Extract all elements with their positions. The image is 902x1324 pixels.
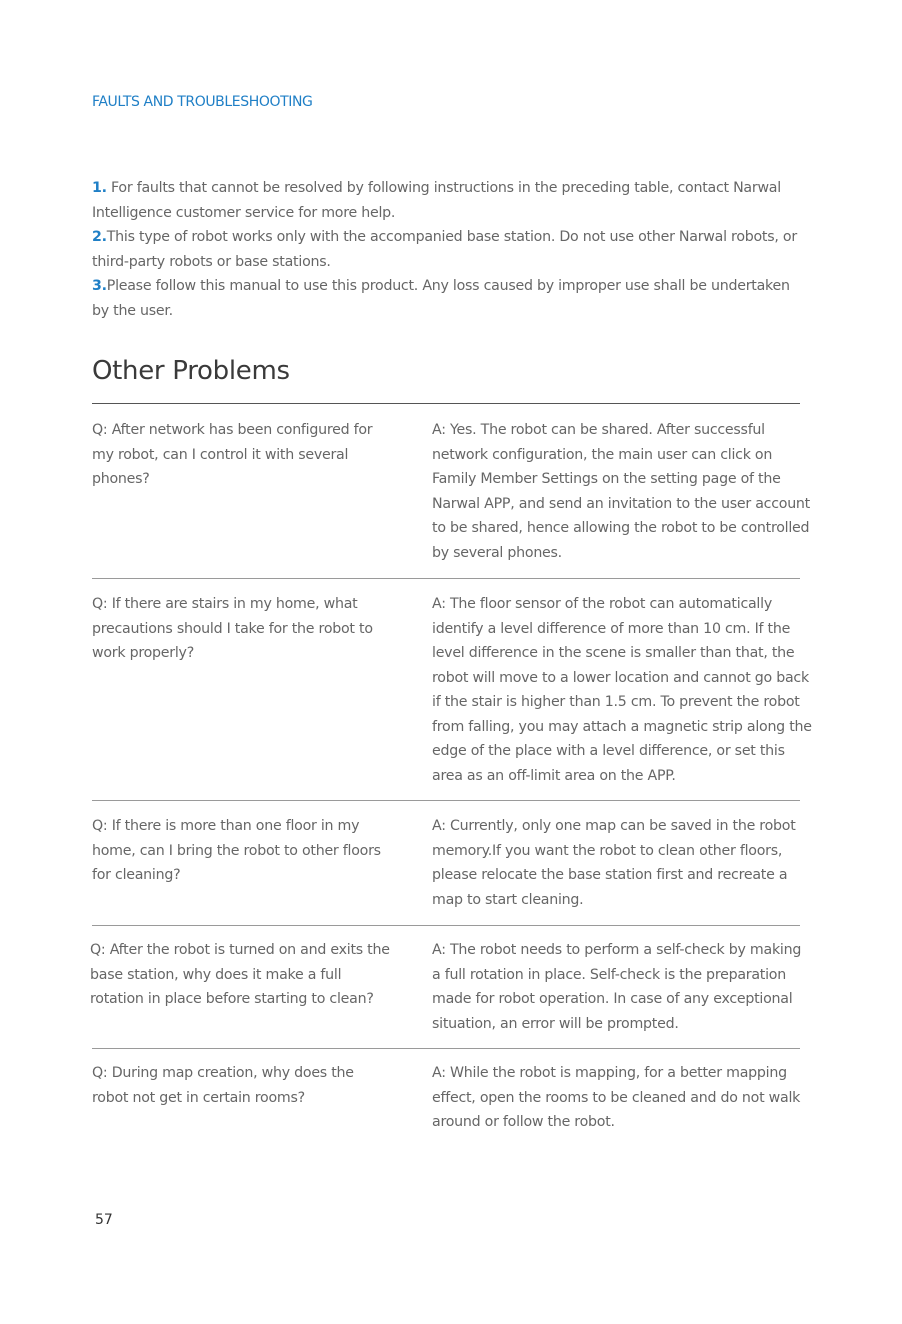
section-divider (92, 403, 800, 404)
faq-divider (92, 925, 800, 926)
faq-answer: A: Yes. The robot can be shared. After successful network configuration, the main user can click on Family Member Settings on the setting page of the Narwal APP, and send an invitation to the user account to be shared, hence allowing the robot to be controlled by several phones. (432, 422, 810, 561)
note-item (92, 274, 808, 323)
section-header: FAULTS AND TROUBLESHOOTING (92, 94, 313, 110)
note-item (92, 176, 808, 225)
note-number: 2. (92, 229, 107, 245)
faq-answer: A: The floor sensor of the robot can automatically identify a level difference of more than 10 cm. If the level difference in the scene is smaller than that, the robot will move to a lower location and cannot go back if the stair is higher than 1.5 cm. To prevent the robot from falling, you may attach a magnetic strip along the edge of the place with a level difference, or set this area as an off-limit area on the APP. (432, 596, 812, 784)
faq-question: Q: If there is more than one floor in my home, can I bring the robot to other floors for cleaning? (92, 818, 381, 883)
note-text: Please follow this manual to use this product. Any loss caused by improper use shall be undertaken by the user. (92, 278, 790, 319)
notes-list (92, 176, 808, 323)
page-number: 57 (95, 1212, 113, 1228)
faq-question: Q: If there are stairs in my home, what precautions should I take for the robot to work properly? (92, 596, 373, 661)
faq-answer: A: Currently, only one map can be saved in the robot memory.If you want the robot to clean other floors, please relocate the base station first and recreate a map to start cleaning. (432, 818, 796, 908)
note-text: For faults that cannot be resolved by following instructions in the preceding table, contact Narwal Intelligence customer service for more help. (92, 180, 781, 221)
faq-answer: A: The robot needs to perform a self-check by making a full rotation in place. Self-check is the preparation made for robot operation. In case of any exceptional situation, an error will be prompted. (432, 942, 802, 1032)
faq-question: Q: After the robot is turned on and exits the base station, why does it make a full rotation in place before starting to clean? (90, 942, 390, 1007)
faq-divider (92, 800, 800, 801)
faq-divider (92, 1048, 800, 1049)
note-number: 1. (92, 180, 107, 196)
faq-answer: A: While the robot is mapping, for a better mapping effect, open the rooms to be cleaned and do not walk around or follow the robot. (432, 1065, 801, 1130)
faq-question: Q: During map creation, why does the robot not get in certain rooms? (92, 1065, 354, 1106)
faq-divider (92, 578, 800, 579)
note-number: 3. (92, 278, 107, 294)
note-text: This type of robot works only with the accompanied base station. Do not use other Narwal robots, or third-party robots or base stations. (92, 229, 797, 270)
section-title: Other Problems (92, 356, 290, 386)
faq-question: Q: After network has been configured for my robot, can I control it with several phones? (92, 422, 373, 487)
note-item (92, 225, 808, 274)
